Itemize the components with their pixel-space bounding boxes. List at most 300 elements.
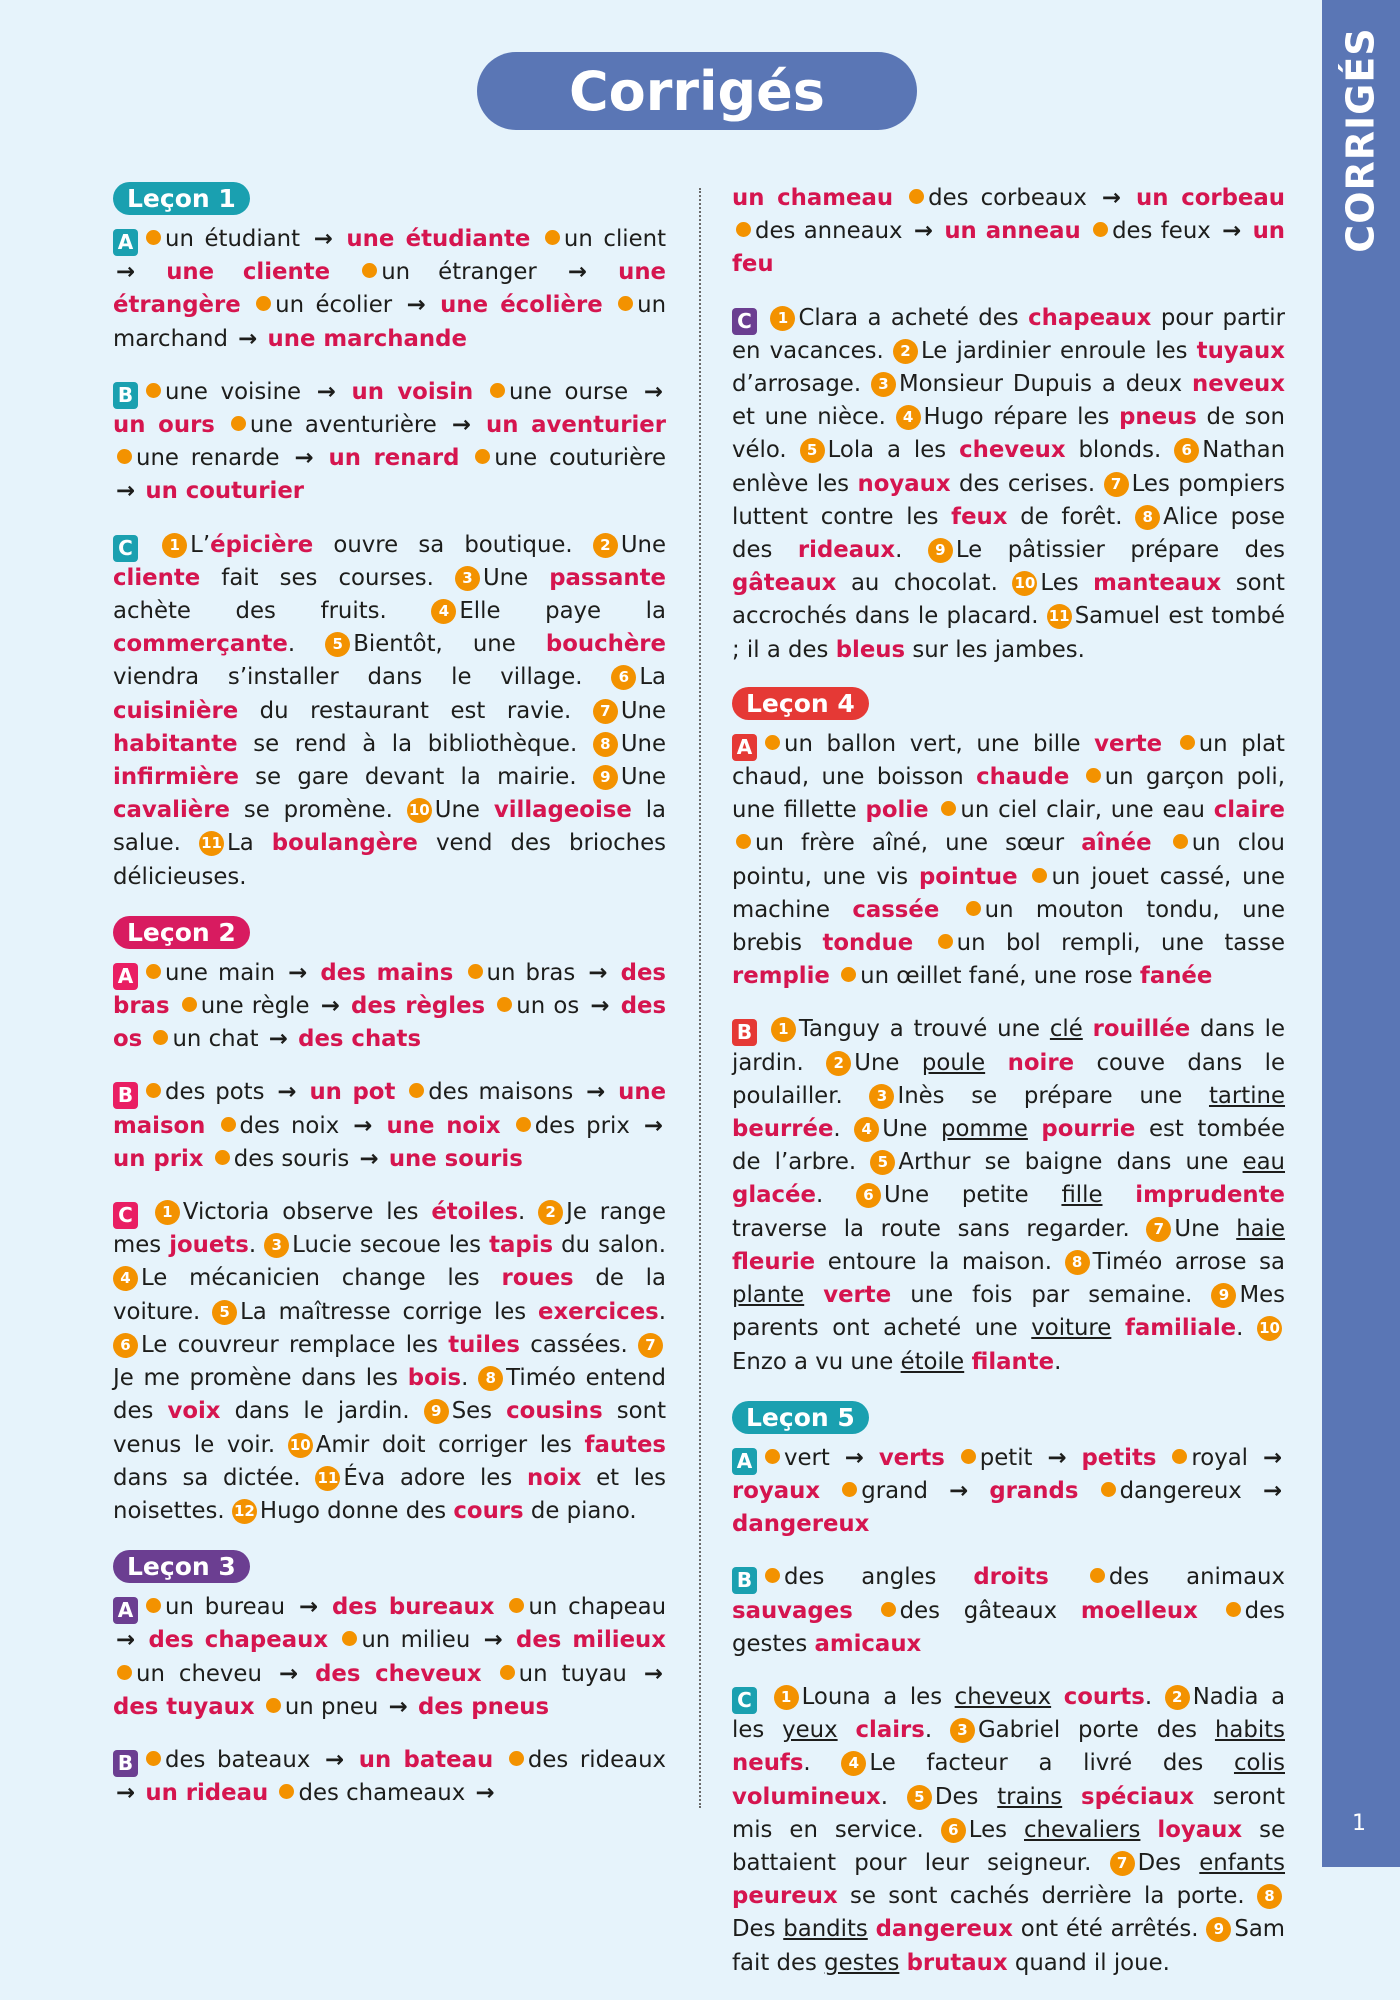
sentence-text: . <box>815 1182 824 1209</box>
item-number: 4 <box>841 1751 866 1776</box>
answer-word: habitante <box>113 730 238 757</box>
lesson-1-heading: Leçon 1 <box>113 182 250 215</box>
sentence-text: des cerises. <box>950 470 1096 497</box>
answer-word: une maison <box>113 1079 667 1139</box>
item-number: 9 <box>1206 1917 1231 1942</box>
item-number: 4 <box>854 1117 879 1142</box>
sentence-text: Des <box>1137 1849 1200 1876</box>
answer-word: beurrée <box>732 1116 834 1143</box>
sentence-text: se sont cachés derrière la porte. <box>837 1883 1245 1910</box>
answer-word: pointue <box>918 863 1018 890</box>
sentence-text: Arthur se baigne dans une <box>898 1149 1243 1176</box>
answer-word: voix <box>167 1398 221 1425</box>
answer-word: des os <box>113 993 667 1053</box>
sentence-text: blonds. <box>1065 437 1162 464</box>
item-word: des noix <box>239 1112 340 1139</box>
lesson-3-heading: Leçon 3 <box>113 1550 250 1583</box>
sentence-text: du salon. <box>553 1232 666 1259</box>
answer-word: peureux <box>732 1883 838 1910</box>
bullet-dot <box>618 296 633 311</box>
item-number: 1 <box>155 1200 180 1225</box>
bullet-dot <box>765 1449 780 1464</box>
sentence-text: . <box>880 1783 889 1810</box>
item-word: des rideaux <box>527 1746 667 1773</box>
item-number: 2 <box>593 533 618 558</box>
right-column <box>732 182 1285 2000</box>
arrow-icon: → <box>1262 1444 1283 1471</box>
answer-word: une cliente <box>166 259 331 286</box>
answer-word: feux <box>951 503 1008 530</box>
answer-word: un ours <box>113 412 215 439</box>
noun-word: clé <box>1049 1016 1083 1043</box>
item-number: 2 <box>1165 1685 1190 1710</box>
exercise-badge: B <box>113 1082 138 1109</box>
answer-word: tuyaux <box>1196 337 1285 364</box>
item-number: 9 <box>928 538 953 563</box>
answer-word: spéciaux <box>1081 1783 1195 1810</box>
item-word: des anneaux <box>755 218 903 245</box>
bullet-dot <box>1226 1602 1241 1617</box>
answer-word: des pneus <box>418 1693 550 1720</box>
arrow-icon: → <box>1101 185 1121 211</box>
answer-word: passante <box>549 564 666 591</box>
bullet-dot <box>1086 768 1101 783</box>
answer-word: un voisin <box>351 378 474 405</box>
sentence-text: du restaurant est ravie. <box>238 697 572 724</box>
phrase-text: un mouton tondu, une brebis <box>732 896 1285 957</box>
sentence-text: Enzo a vu une <box>732 1348 901 1375</box>
item-word: un os <box>516 993 580 1020</box>
item-number: 8 <box>1257 1884 1282 1909</box>
bullet-dot <box>117 1665 132 1680</box>
phrase-text: un œillet fané, une rose <box>860 963 1140 990</box>
answer-word: étoiles <box>431 1199 519 1226</box>
answer-word: sauvages <box>732 1597 853 1624</box>
item-word: une renarde <box>136 445 280 472</box>
item-word: un bras <box>486 959 576 986</box>
answer-word: volumineux <box>732 1783 881 1810</box>
noun-word: fille <box>1061 1182 1103 1209</box>
sentence-text: . <box>1054 1348 1062 1375</box>
item-number: 4 <box>431 599 456 624</box>
arrow-icon: → <box>643 1660 663 1687</box>
answer-word: un rideau <box>145 1780 269 1807</box>
item-word: des feux <box>1112 218 1211 245</box>
answer-word: exercices <box>537 1298 659 1325</box>
lesson-1-exercise-b <box>113 376 666 509</box>
arrow-icon: → <box>590 993 610 1020</box>
sidebar-label-box <box>1322 0 1400 280</box>
item-number: 6 <box>856 1183 881 1208</box>
arrow-icon: → <box>1047 1444 1067 1471</box>
sentence-text: vend des brioches délicieuses. <box>113 830 666 890</box>
lesson-4-heading: Leçon 4 <box>732 687 869 720</box>
sentence-text: . <box>248 1232 257 1259</box>
sentence-text: sont venus le voir. <box>113 1398 667 1458</box>
answer-word: noix <box>526 1464 582 1491</box>
answer-word: fautes <box>584 1431 666 1458</box>
lesson-3-exercise-b <box>113 1744 666 1810</box>
sentence-text: Gabriel porte des <box>977 1717 1215 1744</box>
answer-word: glacée <box>732 1182 816 1209</box>
noun-word: habits <box>1214 1717 1285 1744</box>
exercise-badge: B <box>732 1567 757 1594</box>
phrase-text: un ballon vert, une bille <box>784 730 1095 757</box>
item-number: 7 <box>1104 472 1129 497</box>
item-word: un cheveu <box>136 1660 262 1687</box>
answer-word: des chapeaux <box>148 1627 329 1654</box>
sentence-text: entoure la maison. <box>815 1248 1052 1275</box>
answer-word: rouillée <box>1092 1016 1191 1043</box>
item-number: 8 <box>478 1366 503 1391</box>
arrow-icon: → <box>844 1444 864 1471</box>
arrow-icon: → <box>116 1780 136 1807</box>
bullet-dot <box>938 934 953 949</box>
lesson-5-exercise-a <box>732 1442 1285 1542</box>
answer-word: cousins <box>506 1398 603 1425</box>
sentence-text: de son vélo. <box>732 404 1285 464</box>
phrase-text: un frère aîné, une sœur <box>755 830 1082 857</box>
lesson-2-heading: Leçon 2 <box>113 916 250 949</box>
sentence-text: Les pompiers luttent contre les <box>732 470 1285 530</box>
answer-word: tapis <box>489 1232 554 1259</box>
sentence-text: Une <box>434 797 494 824</box>
answer-word: tuiles <box>448 1331 521 1358</box>
item-number: 6 <box>941 1818 966 1843</box>
sentence-text: La <box>227 830 272 857</box>
answer-word: une étrangère <box>113 259 667 319</box>
sentence-text: se promène. <box>229 797 393 824</box>
noun-word: pomme <box>940 1116 1028 1143</box>
item-number: 3 <box>455 566 480 591</box>
item-word: petit <box>979 1444 1033 1471</box>
lesson-5-exercise-b <box>732 1561 1285 1661</box>
bullet-dot <box>231 416 246 431</box>
answer-word: aînée <box>1081 830 1152 857</box>
bullet-dot <box>146 1751 161 1766</box>
page-number: 1 <box>1352 1811 1366 1836</box>
sentence-text: et les noisettes. <box>113 1464 667 1524</box>
answer-word: pourrie <box>1041 1116 1136 1143</box>
arrow-icon: → <box>278 1660 299 1687</box>
bullet-dot <box>966 901 981 916</box>
item-number: 4 <box>896 405 921 430</box>
sentence-text: de forêt. <box>1007 503 1123 530</box>
item-number: 5 <box>800 438 825 463</box>
answer-word: noire <box>1007 1049 1075 1076</box>
sentence-text: traverse la route sans regarder. <box>732 1215 1130 1242</box>
bullet-dot <box>1093 222 1108 237</box>
sentence-text: Inès se prépare une <box>897 1082 1209 1109</box>
sentence-text: Mes parents ont acheté une <box>732 1282 1286 1342</box>
lesson-4-exercise-a <box>732 728 1285 994</box>
bullet-dot <box>279 1784 294 1799</box>
arrow-icon: → <box>268 1026 288 1053</box>
answer-word: un pot <box>309 1079 396 1106</box>
answer-word: des chats <box>298 1026 422 1053</box>
item-number: 7 <box>1110 1851 1135 1876</box>
bullet-dot <box>765 735 780 750</box>
bullet-dot <box>909 189 924 204</box>
sentence-text: dans sa dictée. <box>113 1464 301 1491</box>
answer-word: un bateau <box>358 1746 494 1773</box>
arrow-icon: → <box>316 378 336 405</box>
bullet-dot <box>146 964 161 979</box>
bullet-dot <box>490 383 505 398</box>
answer-word: remplie <box>732 963 830 990</box>
item-number: 9 <box>424 1399 449 1424</box>
item-word: un écolier <box>275 292 393 319</box>
item-word: un chat <box>172 1026 259 1053</box>
noun-word: eau <box>1242 1149 1286 1176</box>
sentence-text: se gare devant la mairie. <box>238 764 577 791</box>
answer-word: des règles <box>351 993 486 1020</box>
sentence-text: est tombée de l’arbre. <box>732 1116 1286 1176</box>
bullet-dot <box>146 230 161 245</box>
bullet-dot <box>509 1598 524 1613</box>
answer-word: un anneau <box>944 218 1081 245</box>
arrow-icon: → <box>475 1780 495 1807</box>
sentence-text: viendra s’installer dans le village. <box>113 664 583 691</box>
exercise-badge: B <box>113 1750 138 1777</box>
answer-word: un chameau <box>732 185 894 211</box>
answer-word: cheveux <box>959 437 1066 464</box>
item-number: 3 <box>950 1718 975 1743</box>
noun-word: gestes <box>824 1949 900 1976</box>
noun-word: tartine <box>1208 1082 1286 1109</box>
answer-word: une étudiante <box>346 226 531 252</box>
answer-word: neveux <box>1192 371 1285 398</box>
sentence-text: . <box>461 1365 469 1392</box>
bullet-dot <box>500 1665 515 1680</box>
arrow-icon: → <box>388 1693 408 1720</box>
arrow-icon: → <box>116 1627 136 1654</box>
sentence-text: Le mécanicien change les <box>141 1265 502 1292</box>
arrow-icon: → <box>451 412 471 439</box>
sentence-text: Samuel est tombé ; il a des <box>732 603 1285 663</box>
lesson-1-exercise-a <box>113 223 666 356</box>
sentence-text: Hugo répare les <box>923 404 1120 431</box>
lesson-1-exercise-c <box>113 529 666 894</box>
answer-word: pneus <box>1119 404 1197 431</box>
arrow-icon: → <box>1262 1477 1283 1504</box>
answer-word: cassée <box>852 896 940 923</box>
answer-word: des milieux <box>516 1627 666 1654</box>
sentence-text: Une petite <box>883 1182 1062 1209</box>
phrase-text: des animaux <box>1108 1564 1285 1591</box>
answer-word: des bras <box>113 959 666 1020</box>
sentence-text: Alice pose des <box>732 503 1285 564</box>
noun-word: colis <box>1233 1750 1285 1777</box>
item-word: grand <box>861 1477 928 1504</box>
answer-word: royaux <box>732 1477 821 1504</box>
answer-word: neufs <box>732 1750 804 1777</box>
sentence-text: Éva adore les <box>343 1464 527 1491</box>
item-word: une règle <box>200 993 310 1020</box>
sentence-text: et une nièce. <box>732 404 886 431</box>
phrase-text: des gâteaux <box>899 1597 1081 1624</box>
item-word: royal <box>1191 1444 1249 1471</box>
sentence-text: Elle paye la <box>459 598 666 625</box>
answer-word: brutaux <box>906 1949 1008 1976</box>
arrow-icon: → <box>325 1746 345 1773</box>
noun-word: poule <box>921 1049 986 1076</box>
answer-word: jouets <box>169 1232 249 1259</box>
sentence-text: Des <box>934 1783 998 1810</box>
answer-word: chaude <box>976 764 1070 791</box>
item-word: des bateaux <box>165 1746 311 1773</box>
arrow-icon: → <box>116 478 136 505</box>
sentence-text: Amir doit corriger les <box>315 1431 585 1458</box>
sentence-text: Une <box>620 764 667 791</box>
answer-word: des mains <box>320 959 454 986</box>
phrase-text: des gestes <box>732 1597 1285 1657</box>
lesson-2-exercise-b <box>113 1076 666 1176</box>
bullet-dot <box>1032 868 1047 883</box>
sentence-text: la salue. <box>113 797 667 857</box>
answer-word: rideaux <box>797 537 896 564</box>
sentence-text: . <box>658 1298 666 1325</box>
bullet-dot <box>153 1030 168 1045</box>
sentence-text: Sam fait des <box>732 1916 1285 1976</box>
item-word: une aventurière <box>249 412 437 439</box>
exercise-badge: C <box>732 308 757 335</box>
answer-word: noyaux <box>857 470 951 497</box>
lesson-2-exercise-c <box>113 1196 666 1528</box>
phrase-text: un garçon poli, une fillette <box>732 764 1286 824</box>
sentence-text: Nadia a les <box>732 1683 1286 1744</box>
answer-word: amicaux <box>814 1630 922 1657</box>
answer-word: verte <box>823 1282 892 1309</box>
bullet-dot <box>146 1598 161 1613</box>
noun-word: yeux <box>782 1717 838 1744</box>
answer-word: cavalière <box>113 797 230 824</box>
answer-word: un aventurier <box>486 412 666 439</box>
bullet-dot <box>545 230 560 245</box>
sentence-text: . <box>803 1750 811 1777</box>
item-number: 1 <box>774 1685 799 1710</box>
lesson-5-exercise-c <box>732 1681 1285 1980</box>
sentence-text: couve dans le poulailler. <box>732 1049 1286 1109</box>
noun-word: trains <box>997 1783 1063 1810</box>
exercise-badge: C <box>113 1202 138 1229</box>
sentence-text: Timéo arrose sa <box>1092 1248 1286 1275</box>
bullet-dot <box>736 834 751 849</box>
answer-word: un corbeau <box>1136 185 1286 211</box>
bullet-dot <box>941 801 956 816</box>
exercise-badge: C <box>113 535 138 562</box>
lesson-2-exercise-a <box>113 957 666 1057</box>
item-number: 1 <box>162 533 187 558</box>
item-word: un milieu <box>361 1627 471 1654</box>
arrow-icon: → <box>586 1079 606 1106</box>
item-word: un marchand <box>113 292 667 352</box>
arrow-icon: → <box>949 1477 969 1504</box>
answer-word: loyaux <box>1157 1816 1243 1843</box>
sentence-text: Monsieur Dupuis a deux <box>898 371 1193 398</box>
item-number: 6 <box>113 1333 138 1358</box>
answer-word: droits <box>973 1564 1049 1591</box>
noun-word: chevaliers <box>1024 1816 1141 1843</box>
answer-word: courts <box>1063 1683 1145 1710</box>
sentence-text: Hugo donne des <box>259 1497 454 1524</box>
item-word: un pneu <box>284 1693 379 1720</box>
answer-word: cuisinière <box>113 697 239 724</box>
lesson-3-exercise-b-continued <box>732 182 1285 282</box>
answer-word: des tuyaux <box>113 1693 255 1720</box>
bullet-dot <box>215 1150 230 1165</box>
sentence-text: cassées. <box>520 1331 628 1358</box>
sentence-text: Je me promène dans les <box>113 1365 408 1392</box>
bullet-dot <box>1101 1482 1116 1497</box>
sentence-text: Louna a les <box>801 1683 955 1710</box>
item-word: un tuyau <box>518 1660 627 1687</box>
arrow-icon: → <box>353 1112 373 1139</box>
sentence-text: fait ses courses. <box>200 564 434 591</box>
sentence-text: de la voiture. <box>113 1265 666 1325</box>
item-word: des prix <box>534 1112 630 1139</box>
answer-word: bleus <box>835 636 906 663</box>
sentence-text: dans le jardin. <box>220 1398 410 1425</box>
answer-word: une souris <box>388 1145 523 1172</box>
bullet-dot <box>509 1751 524 1766</box>
noun-word: bandits <box>783 1916 868 1943</box>
answer-word: fanée <box>1139 963 1213 990</box>
arrow-icon: → <box>643 378 663 405</box>
item-number: 9 <box>1211 1283 1236 1308</box>
arrow-icon: → <box>116 259 136 286</box>
sentence-text: Une <box>854 1049 922 1076</box>
bullet-dot <box>117 449 132 464</box>
item-number: 2 <box>826 1051 851 1076</box>
bullet-dot <box>266 1698 281 1713</box>
answer-word: infirmière <box>113 764 239 791</box>
item-number: 11 <box>315 1466 340 1491</box>
bullet-dot <box>342 1631 357 1646</box>
exercise-badge: A <box>113 963 138 990</box>
column-divider <box>699 188 701 1808</box>
answer-word: tondue <box>822 930 914 957</box>
sentence-text: Les <box>1040 570 1094 597</box>
item-number: 7 <box>593 699 618 724</box>
answer-word: verts <box>878 1444 945 1471</box>
sentence-text: Le facteur a livré des <box>869 1750 1234 1777</box>
arrow-icon: → <box>320 993 340 1020</box>
answer-word: dangereux <box>732 1511 870 1538</box>
sentence-text: Une <box>620 531 667 558</box>
answer-word: verte <box>1094 730 1163 757</box>
exercise-badge: B <box>113 382 138 409</box>
arrow-icon: → <box>359 1145 379 1172</box>
exercise-badge: A <box>732 1448 757 1475</box>
item-number: 7 <box>638 1333 663 1358</box>
answer-word: manteaux <box>1093 570 1222 597</box>
noun-word: étoile <box>900 1348 965 1375</box>
item-word: un étudiant <box>165 226 301 252</box>
sentence-text: de piano. <box>523 1497 637 1524</box>
sentence-text: se battaient pour leur seigneur. <box>732 1816 1285 1876</box>
sentence-text: La <box>639 664 666 691</box>
exercise-badge: A <box>732 734 757 761</box>
sentence-text: La maîtresse corrige les <box>240 1298 538 1325</box>
item-word: des corbeaux <box>928 185 1087 211</box>
item-word: des chameaux <box>298 1780 466 1807</box>
item-number: 6 <box>1174 438 1199 463</box>
bullet-dot <box>765 1568 780 1583</box>
sentence-text: Ses <box>451 1398 507 1425</box>
item-word: des maisons <box>428 1079 574 1106</box>
sidebar-label: CORRIGÉS <box>1339 27 1383 253</box>
